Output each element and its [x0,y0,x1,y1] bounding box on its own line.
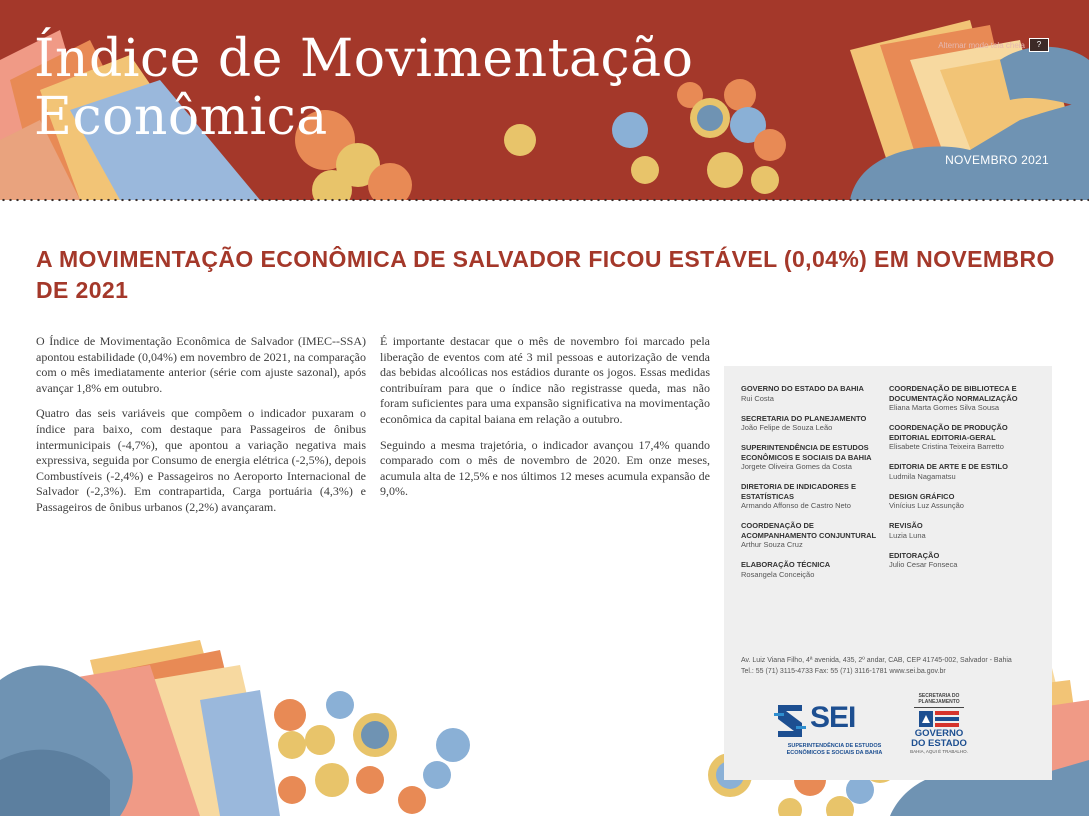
credit-role: COORDENAÇÃO DE PRODUÇÃO EDITORIAL EDITORIA-GERAL [889,423,1008,442]
paragraph: O Índice de Movimentação Econômica de Salvador (IMEC--SSA) apontou estabilidade (0,04%) em novembro de 2021, na comparação com o mês imediatamente anterior (série com ajuste sazonal), após avançar 1,8% em outubro. [36,334,366,395]
bahia-flag-icon [919,711,959,727]
credit-role: ELABORAÇÃO TÉCNICA [741,560,831,569]
credit-role: COORDENAÇÃO DE BIBLIOTECA E DOCUMENTAÇÃO NORMALIZAÇÃO [889,384,1018,403]
dotted-divider [0,197,1089,203]
credit-entry [741,384,891,404]
credit-role: REVISÃO [889,521,923,530]
sei-subtitle: SUPERINTENDÊNCIA DE ESTUDOS ECONÔMICOS E SOCIAIS DA BAHIA [786,743,883,756]
credit-entry [741,560,891,580]
credits-column-right [889,384,1039,580]
fullscreen-icon[interactable]: ? [1029,38,1049,52]
paragraph: Quatro das seis variáveis que compõem o indicador puxaram o índice para baixo, com destaque para Passageiros de ônibus intermunicipais (-4,7%), que apontou a variação negativa mais expressiva, seguida por Consumo de energia elétrica (-2,5%), depois Combustíveis (-2,4%) e Passageiros no Aeroporto Internacional de Salvador (-2,3%). Em contrapartida, Carga portuária (4,3%) e Passageiros de ônibus urbanos (2,2%) avançaram. [36,406,366,514]
issue-month: NOVEMBRO 2021 [945,153,1049,167]
gov-name-line1: GOVERNO [914,728,964,739]
gov-name-line2: DO ESTADO [911,738,967,749]
fullscreen-toggle[interactable] [938,38,1049,52]
credit-name: Ludmila Nagamatsu [889,471,956,481]
headline: A MOVIMENTAÇÃO ECONÔMICA DE SALVADOR FICOU ESTÁVEL (0,04%) EM NOVEMBRO DE 2021 [36,246,1055,303]
gov-tagline: BAHIA, AQUI É TRABALHO. [910,749,968,754]
credit-role: EDITORAÇÃO [889,550,940,560]
credit-name: Vinícius Luz Assunção [889,501,964,510]
credit-role: DESIGN GRÁFICO [889,491,955,501]
paragraph: É importante destacar que o mês de novembro foi marcado pela liberação de eventos com até 3 mil pessoas e autorização de venda das bebidas alcoólicas nos estádios durante os jogos. Essas medidas contribuíram para que o índice não registrasse queda, mas não foram suficientes para uma expansão significativa na movimentação econômica da capital baiana em relação a outubro. [380,334,710,426]
credit-entry [889,492,1039,512]
gov-secretaria-label: SECRETARIA DO PLANEJAMENTO [914,693,964,708]
credit-entry [741,443,891,472]
credit-name: Elisabete Cristina Teixeira Barretto [889,442,1004,451]
credit-entry [889,551,1039,571]
credit-role: SUPERINTENDÊNCIA DE ESTUDOS ECONÔMICOS E SOCIAIS DA BAHIA [741,443,872,462]
credits-panel [724,366,1052,780]
article-column-1 [36,334,366,526]
credit-entry [889,384,1039,413]
credit-entry [741,482,891,511]
credit-role: SECRETARIA DO PLANEJAMENTO [741,413,867,423]
paragraph: Seguindo a mesma trajetória, o indicador avançou 17,4% quando comparado com o mês de novembro de 2020. Em onze meses, acumula alta de 12,5% e nos últimos 12 meses acumula expansão de 9,0%. [380,437,710,499]
fullscreen-label: Alternar modo tela cheia [938,40,1025,50]
governo-bahia-logo [904,693,974,763]
credit-role: GOVERNO DO ESTADO DA BAHIA [741,384,864,393]
header-banner [0,0,1089,200]
hand-money-left-illustration [0,640,480,816]
sei-wordmark: SEI [810,701,856,734]
credit-name: Armando Affonso de Castro Neto [741,501,851,510]
credit-name: João Felipe de Souza Leão [741,423,833,432]
credit-name: Rui Costa [741,393,774,403]
page-title-line2: Econômica [34,87,328,147]
hand-money-right-illustration [820,0,1089,200]
credit-role: COORDENAÇÃO DE ACOMPANHAMENTO CONJUNTURAL [741,521,877,540]
credit-name: Arthur Souza Cruz [741,540,803,549]
address-line: Av. Luiz Viana Filho, 4ª avenida, 435, 2º andar, CAB, CEP 41745-002, Salvador - Bahia [741,657,1012,664]
credit-role: DIRETORIA DE INDICADORES E ESTATÍSTICAS [741,482,857,501]
credit-role: EDITORIA DE ARTE E DE ESTILO [889,462,1008,471]
phone-line: Tel.: 55 (71) 3115-4733 Fax: 55 (71) 3116-1781 www.sei.ba.gov.br [741,668,946,675]
credit-entry [741,521,891,550]
credit-name: Luzia Luna [889,530,926,540]
credit-name: Eliana Marta Gomes Silva Sousa [889,403,1000,412]
credit-entry [889,423,1039,452]
credit-entry [889,462,1039,482]
credit-entry [889,521,1039,541]
article-column-2 [380,334,710,510]
credits-column-left [741,384,891,590]
page-title [34,30,693,146]
credit-name: Jorgete Oliveira Gomes da Costa [741,462,852,471]
credit-entry [741,414,891,434]
contact-address [741,655,1041,677]
page-title-line1: Índice de Movimentação [34,29,694,89]
sei-logo [772,701,897,761]
credit-name: Julio Cesar Fonseca [889,560,958,569]
sei-emblem-icon [772,701,808,741]
credit-name: Rosangela Conceição [741,569,815,579]
